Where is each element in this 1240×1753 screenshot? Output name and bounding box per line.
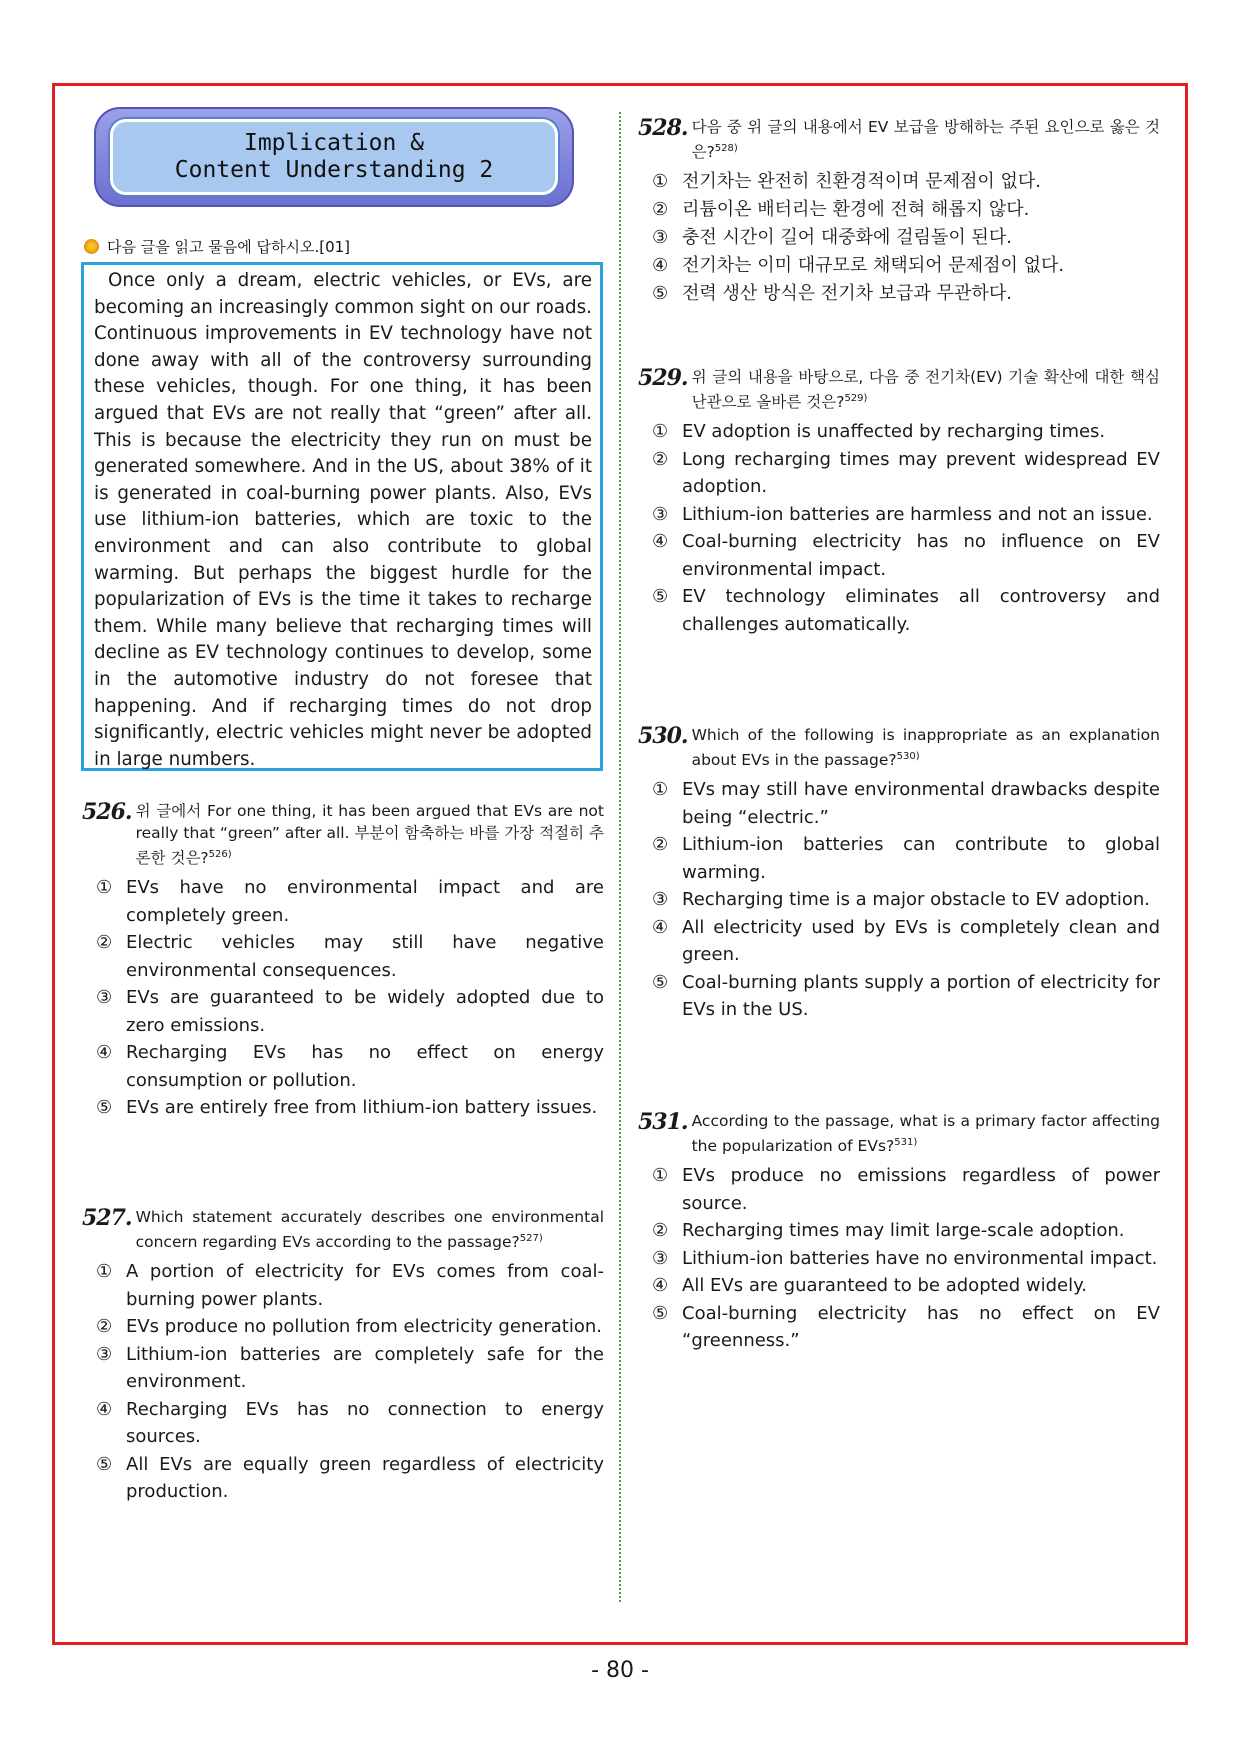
question-number: 531. (638, 1109, 688, 1135)
options-list (82, 874, 604, 1122)
option[interactable]: ⑤ 전력 생산 방식은 전기차 보급과 무관하다. (652, 283, 1012, 305)
option[interactable]: ③ EVs are guaranteed to be widely adopted due to zero emissions. (96, 987, 604, 1036)
options-list (82, 1258, 604, 1506)
question-528 (638, 116, 1160, 308)
options-list (638, 1162, 1160, 1355)
option[interactable]: ③ Lithium-ion batteries are completely safe for the environment. (96, 1343, 604, 1393)
passage-box (81, 262, 603, 771)
option[interactable]: ⑤ All EVs are equally green regardless of electricity production. (96, 1453, 604, 1503)
option[interactable]: ③ Lithium-ion batteries are harmless and not an issue. (652, 503, 1153, 525)
question-stem: Which statement accurately describes one environmental concern regarding EVs according to the passage?$^{527)}$ (135, 1208, 604, 1252)
option[interactable]: ③ Lithium-ion batteries have no environmental impact. (652, 1247, 1158, 1269)
question-529 (638, 366, 1160, 638)
question-number: 528. (638, 115, 688, 141)
column-divider (619, 112, 621, 1602)
option[interactable]: ④ Recharging EVs has no connection to energy sources. (96, 1398, 604, 1448)
option[interactable]: ⑤ Coal-burning plants supply a portion of electricity for EVs in the US. (652, 971, 1160, 1021)
option[interactable]: ① EVs may still have environmental drawbacks despite being “electric.” (652, 779, 1160, 828)
option[interactable]: ④ All EVs are guaranteed to be adopted widely. (652, 1275, 1087, 1297)
option[interactable]: ① A portion of electricity for EVs comes from coal-burning power plants. (96, 1261, 604, 1310)
option[interactable]: ② 리튬이온 배터리는 환경에 전혀 해롭지 않다. (652, 199, 1030, 221)
option[interactable]: ① EV adoption is unaffected by recharging times. (652, 421, 1106, 443)
section-title-box (94, 107, 574, 207)
section-title-inner (110, 119, 558, 195)
options-list (638, 168, 1160, 308)
question-526 (82, 800, 604, 1122)
option[interactable]: ① EVs produce no emissions regardless of power source. (652, 1165, 1160, 1214)
option[interactable]: ⑤ EVs are entirely free from lithium-ion battery issues. (96, 1097, 598, 1119)
page-number: - 80 - (591, 1658, 649, 1683)
option[interactable]: ② EVs produce no pollution from electricity generation. (96, 1316, 603, 1338)
question-number: 529. (638, 365, 688, 391)
passage-text: Once only a dream, electric vehicles, or EVs, are becoming an increasingly common sight on our roads. Continuous improvements in EV technology have not done away with all of the controversy surrounding these vehicles, though. For one thing, it has been argued that EVs are not really that “green” after all. This is because the electricity they run on must be generated somewhere. And in the US, about 38% of it is generated in coal-burning power plants. Also, EVs use lithium-ion batteries, which are toxic to the environment and can also contribute to global warming. But perhaps the biggest hurdle for the popularization of EVs is the time it takes to recharge them. While many believe that recharging times will decline as EV technology continues to develop, some in the automotive industry do not foresee that happening. And if recharging times do not drop significantly, electric vehicles might never be adopted in large numbers. (94, 270, 592, 770)
question-530 (638, 724, 1160, 1024)
option[interactable]: ④ Recharging EVs has no effect on energy consumption or pollution. (96, 1042, 604, 1091)
question-stem: According to the passage, what is a primary factor affecting the popularization of EVs?$^{531)}$ (691, 1112, 1160, 1156)
question-number: 526. (82, 799, 132, 825)
option[interactable]: ④ All electricity used by EVs is completely clean and green. (652, 916, 1160, 966)
options-list (638, 418, 1160, 638)
section-title-line1: Implication & (243, 130, 424, 156)
option[interactable]: ② Recharging times may limit large-scale adoption. (652, 1220, 1125, 1242)
instruction (84, 236, 350, 257)
section-title-line2: Content Understanding 2 (174, 157, 494, 183)
question-number: 530. (638, 723, 688, 749)
option[interactable]: ③ 충전 시간이 길어 대중화에 걸림돌이 된다. (652, 227, 1012, 249)
option[interactable]: ③ Recharging time is a major obstacle to EV adoption. (652, 889, 1151, 911)
option[interactable]: ④ Coal-burning electricity has no influence on EV environmental impact. (652, 531, 1160, 580)
options-list (638, 776, 1160, 1024)
question-531 (638, 1110, 1160, 1355)
option[interactable]: ④ 전기차는 이미 대규모로 채택되어 문제점이 없다. (652, 255, 1065, 277)
question-stem: 다음 중 위 글의 내용에서 EV 보급을 방해하는 주된 요인으로 옳은 것은?$^{528)}$ (691, 118, 1160, 162)
flower-icon (84, 239, 99, 254)
option[interactable]: ② Lithium-ion batteries can contribute to global warming. (652, 834, 1160, 883)
question-stem: Which of the following is inappropriate as an explanation about EVs in the passage?$^{530)}$ (691, 726, 1160, 770)
option[interactable]: ② Long recharging times may prevent widespread EV adoption. (652, 448, 1160, 498)
option[interactable]: ① 전기차는 완전히 친환경적이며 문제점이 없다. (652, 171, 1041, 193)
question-stem: 위 글의 내용을 바탕으로, 다음 중 전기차(EV) 기술 확산에 대한 핵심 난관으로 올바른 것은?$^{529)}$ (691, 368, 1160, 412)
question-stem: 위 글에서 For one thing, it has been argued that EVs are not really that “green” after all. 부분이 함축하는 바를 가장 적절히 추론한 것은?$^{526)}$ (135, 802, 604, 868)
question-number: 527. (82, 1205, 132, 1231)
option[interactable]: ① EVs have no environmental impact and are completely green. (96, 877, 604, 926)
option[interactable]: ⑤ Coal-burning electricity has no effect on EV “greenness.” (652, 1302, 1160, 1352)
option[interactable]: ⑤ EV technology eliminates all controversy and challenges automatically. (652, 586, 1160, 635)
question-527 (82, 1206, 604, 1506)
option[interactable]: ② Electric vehicles may still have negative environmental consequences. (96, 932, 604, 981)
instruction-text: 다음 글을 읽고 물음에 답하시오.[01] (107, 238, 351, 256)
